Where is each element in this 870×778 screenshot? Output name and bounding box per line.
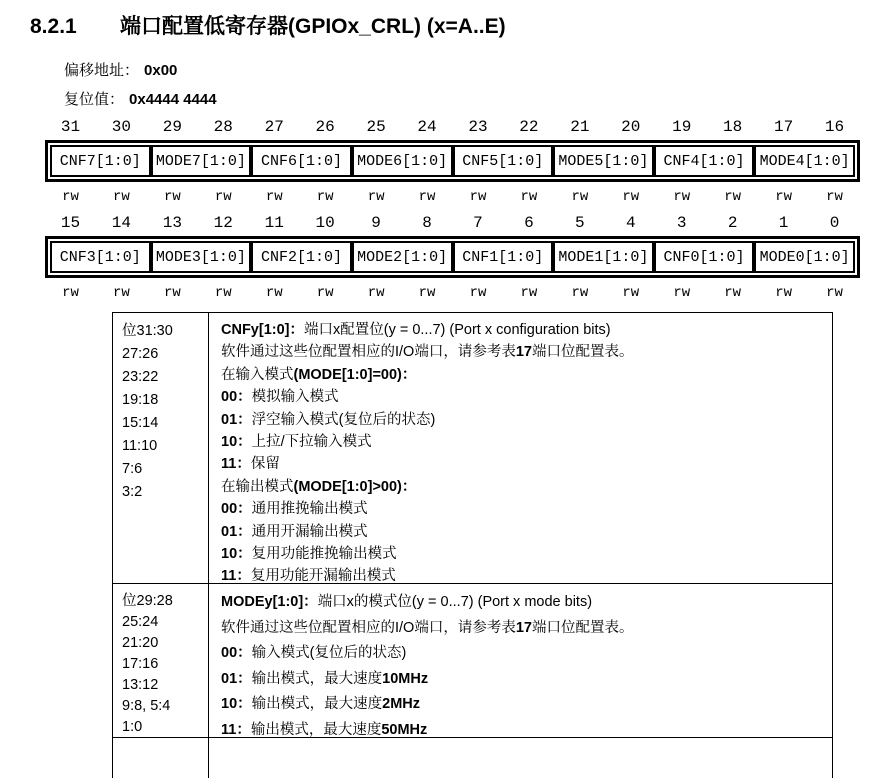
- register-bit-table: [45, 214, 860, 301]
- bit-range-line: 9:8, 5:4: [122, 698, 171, 714]
- bit-number: 9: [371, 214, 381, 232]
- text-segment: CNFy[1:0]：: [221, 322, 304, 338]
- bit-number: 10: [315, 214, 335, 232]
- field-cell: CNF0[1:0]: [654, 241, 755, 273]
- bit-range-line: 17:16: [122, 656, 159, 672]
- bit-number: 6: [524, 214, 534, 232]
- bit-range-line: 19:18: [122, 392, 159, 408]
- description-line: [221, 543, 824, 565]
- access-cell: rw: [62, 189, 79, 205]
- section-heading: [30, 10, 870, 40]
- text-segment: 50MHz: [381, 721, 428, 738]
- field-cell: CNF7[1:0]: [50, 145, 151, 177]
- access-cell: rw: [826, 189, 843, 205]
- description-cell: [209, 584, 832, 737]
- access-cell: rw: [622, 189, 640, 205]
- bit-range-line: 1:0: [122, 719, 143, 735]
- reset-value-value: 0x4444 4444: [129, 91, 217, 108]
- bit-number: 30: [111, 118, 131, 136]
- field-cell: CNF2[1:0]: [251, 241, 352, 273]
- bit-number: 0: [829, 214, 840, 232]
- description-line: [221, 521, 824, 543]
- access-cell: rw: [163, 189, 181, 205]
- text-segment: 软件通过这些位配置相应的I/O端口，请参考表: [221, 619, 516, 636]
- bit-number: 13: [162, 214, 182, 232]
- text-segment: 端口位配置表。: [531, 344, 634, 361]
- field-cell: MODE0[1:0]: [754, 241, 855, 273]
- description-line: [221, 590, 824, 616]
- bit-range-line: 位29:28: [122, 593, 173, 609]
- description-line: [221, 641, 824, 667]
- register-bit-tables: [45, 118, 860, 301]
- bit-range-line: 15:14: [122, 415, 159, 431]
- bit-numbers-row: [45, 214, 860, 232]
- field-cell: MODE3[1:0]: [151, 241, 252, 273]
- field-cell: MODE1[1:0]: [553, 241, 654, 273]
- bit-range-line: 21:20: [122, 635, 159, 651]
- text-segment: 17: [515, 344, 532, 361]
- bit-number: 28: [213, 118, 233, 136]
- text-segment: 软件通过这些位配置相应的I/O端口，请参考表: [221, 344, 516, 361]
- access-cell: rw: [571, 189, 589, 205]
- bit-range-line: 3:2: [122, 484, 143, 500]
- bit-range-line: 25:24: [122, 614, 159, 630]
- bit-range-line: 11:10: [122, 438, 158, 454]
- bit-number: 14: [111, 214, 131, 232]
- text-segment: 输出模式，最大速度: [251, 670, 383, 687]
- bit-number: 27: [264, 118, 284, 136]
- access-cell: rw: [367, 285, 385, 301]
- access-cell: rw: [724, 285, 742, 301]
- access-cell: rw: [265, 285, 283, 301]
- bit-number: 17: [773, 118, 794, 136]
- description-line: [221, 692, 824, 718]
- bit-number: 29: [162, 118, 182, 136]
- access-cell: rw: [367, 189, 385, 205]
- access-cell: rw: [826, 285, 843, 301]
- description-line: [221, 498, 824, 520]
- access-cell: rw: [571, 285, 589, 301]
- text-segment: 通用推挽输出模式: [251, 501, 368, 518]
- bit-range-line: 13:12: [122, 677, 159, 693]
- access-cell: rw: [469, 189, 487, 205]
- bit-number: 25: [366, 118, 386, 136]
- access-row: [45, 285, 860, 301]
- access-cell: rw: [316, 189, 334, 205]
- description-row-clipped: [113, 738, 832, 778]
- register-fields-box: [45, 236, 860, 278]
- text-segment: 10MHz: [382, 670, 429, 687]
- access-cell: rw: [62, 285, 79, 301]
- text-segment: 输出模式，最大速度: [251, 696, 383, 712]
- field-cell: CNF6[1:0]: [251, 145, 352, 177]
- description-line: [221, 431, 824, 453]
- bit-range-cell: [113, 313, 209, 583]
- access-cell: rw: [418, 189, 436, 205]
- access-cell: rw: [622, 285, 640, 301]
- field-cell: MODE7[1:0]: [151, 145, 252, 177]
- text-segment: 11：: [221, 456, 251, 473]
- access-cell: rw: [724, 189, 742, 205]
- bit-range-cell: [113, 584, 209, 737]
- access-cell: rw: [775, 285, 792, 301]
- access-cell: rw: [775, 189, 792, 205]
- bit-numbers-row: [45, 118, 860, 136]
- field-cell: MODE5[1:0]: [553, 145, 654, 177]
- text-segment: 在输入模式: [221, 366, 294, 383]
- text-segment: 端口位配置表。: [531, 619, 634, 636]
- bit-number: 31: [60, 118, 81, 136]
- bit-number: 26: [315, 118, 335, 136]
- text-segment: (MODE[1:0]=00)：: [293, 366, 417, 383]
- access-cell: rw: [113, 189, 130, 205]
- bit-number: 8: [422, 214, 432, 232]
- access-cell: rw: [520, 285, 538, 301]
- access-cell: rw: [214, 285, 232, 301]
- field-cell: CNF4[1:0]: [654, 145, 755, 177]
- text-segment: 00：: [221, 645, 252, 661]
- bit-number: 20: [621, 118, 641, 136]
- field-cell: MODE2[1:0]: [352, 241, 453, 273]
- description-line: [221, 476, 824, 498]
- bit-description-table: [112, 312, 833, 778]
- text-segment: 浮空输入模式(复位后的状态): [251, 411, 436, 428]
- reset-value-label: 复位值：: [64, 91, 125, 108]
- description-row: [113, 313, 832, 584]
- bit-number: 16: [824, 118, 845, 136]
- text-segment: MODEy[1:0]：: [221, 594, 318, 610]
- bit-number: 4: [625, 214, 636, 232]
- access-cell: rw: [265, 189, 283, 205]
- text-segment: 10：: [221, 546, 252, 563]
- access-row: [45, 189, 860, 205]
- offset-address-line: [64, 59, 870, 80]
- bit-number: 11: [264, 214, 284, 232]
- description-line: [221, 565, 824, 584]
- access-cell: rw: [418, 285, 436, 301]
- text-segment: 模拟输入模式: [251, 389, 339, 406]
- field-cell: CNF3[1:0]: [50, 241, 151, 273]
- bit-number: 24: [417, 118, 437, 136]
- text-segment: 端口x配置位(y = 0...7) (Port x configuration bits): [303, 322, 611, 338]
- bit-range-line: 位31:30: [122, 323, 173, 339]
- page-title: 端口配置低寄存器(GPIOx_CRL) (x=A..E): [120, 15, 506, 38]
- field-cell: CNF1[1:0]: [453, 241, 554, 273]
- bit-number: 3: [676, 214, 687, 232]
- text-segment: 复用功能推挽输出模式: [251, 546, 397, 563]
- description-line: [221, 616, 824, 642]
- bit-number: 22: [519, 118, 539, 136]
- register-bit-table: [45, 118, 860, 205]
- text-segment: 17: [515, 619, 532, 636]
- field-cell: MODE4[1:0]: [754, 145, 855, 177]
- text-segment: 在输出模式: [221, 478, 294, 495]
- bit-number: 18: [723, 118, 743, 136]
- bit-number: 1: [778, 214, 789, 232]
- description-line: [221, 718, 824, 739]
- access-cell: rw: [163, 285, 181, 301]
- bit-number: 2: [727, 214, 738, 232]
- description-cell: [209, 313, 832, 583]
- bit-number: 5: [575, 214, 585, 232]
- bit-number: 7: [473, 214, 483, 232]
- bit-range-line: 7:6: [122, 461, 143, 477]
- description-line: [221, 341, 824, 363]
- document-page: [0, 10, 870, 756]
- bit-number: 23: [468, 118, 488, 136]
- text-segment: 复用功能开漏输出模式: [250, 568, 396, 584]
- description-line: [221, 453, 824, 475]
- bit-number: 15: [60, 214, 81, 232]
- text-segment: 2MHz: [382, 696, 421, 712]
- text-segment: 端口x的模式位(y = 0...7) (Port x mode bits): [317, 594, 593, 610]
- offset-address-value: 0x00: [144, 62, 178, 79]
- text-segment: 00：: [221, 501, 252, 518]
- description-row: [113, 584, 832, 738]
- description-line: [221, 667, 824, 693]
- bit-range-line: 27:26: [122, 346, 159, 362]
- bit-range-line: 23:22: [122, 369, 159, 385]
- text-segment: 输入模式(复位后的状态): [251, 645, 407, 661]
- description-line: [221, 364, 824, 386]
- access-cell: rw: [469, 285, 487, 301]
- access-cell: rw: [316, 285, 334, 301]
- bit-number: 12: [213, 214, 233, 232]
- text-segment: (MODE[1:0]>00)：: [293, 478, 417, 495]
- text-segment: 10：: [221, 434, 252, 451]
- text-segment: 00：: [221, 389, 252, 406]
- text-segment: 通用开漏输出模式: [251, 523, 368, 540]
- description-line: [221, 319, 824, 341]
- access-cell: rw: [113, 285, 130, 301]
- text-segment: 01：: [221, 523, 252, 540]
- text-segment: 11：: [221, 721, 251, 738]
- reset-value-line: [64, 88, 870, 109]
- access-cell: rw: [214, 189, 232, 205]
- description-line: [221, 386, 824, 408]
- text-segment: 01：: [221, 411, 252, 428]
- text-segment: 10：: [221, 696, 252, 712]
- field-cell: MODE6[1:0]: [352, 145, 453, 177]
- text-segment: 输出模式，最大速度: [250, 721, 382, 738]
- description-line: [221, 409, 824, 431]
- bit-number: 21: [570, 118, 590, 136]
- register-fields-box: [45, 140, 860, 182]
- offset-address-label: 偏移地址：: [64, 62, 140, 79]
- field-cell: CNF5[1:0]: [453, 145, 554, 177]
- text-segment: 11：: [221, 568, 251, 584]
- section-number: 8.2.1: [30, 15, 77, 38]
- access-cell: rw: [673, 189, 691, 205]
- access-cell: rw: [520, 189, 538, 205]
- text-segment: 上拉/下拉输入模式: [251, 434, 372, 451]
- text-segment: 01：: [221, 670, 252, 687]
- text-segment: 保留: [250, 456, 280, 473]
- bit-number: 19: [672, 118, 692, 136]
- access-cell: rw: [673, 285, 691, 301]
